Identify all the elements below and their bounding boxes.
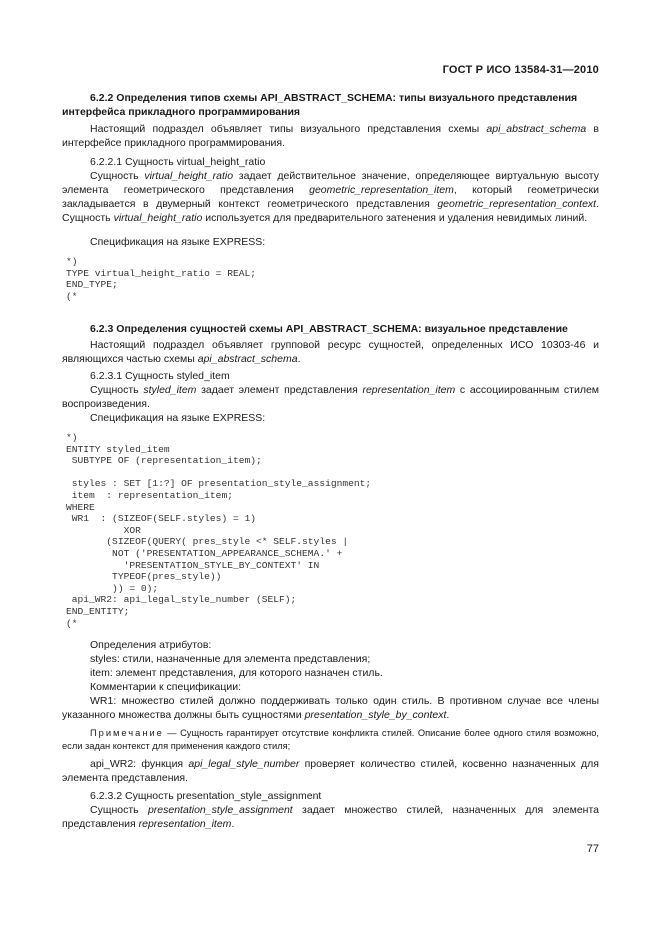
- attribute-styles: styles: стили, назначенные для элемента представления;: [90, 653, 371, 665]
- express-spec-label: Спецификация на языке EXPRESS:: [90, 236, 266, 248]
- attributes-title: Определения атрибутов:: [90, 639, 212, 651]
- express-code-block: *) TYPE virtual_height_ratio = REAL; END_TYPE; (*: [66, 256, 256, 302]
- subsection-title-6-2-3-2: 6.2.3.2 Сущность presentation_style_assignment: [90, 790, 322, 802]
- section-title-6-2-3: 6.2.3 Определения сущностей схемы API_ABSTRACT_SCHEMA: визуальное представление: [90, 323, 568, 335]
- subsection-title-6-2-2-1: 6.2.2.1 Сущность virtual_height_ratio: [90, 156, 266, 168]
- paragraph-styled-item: Сущность styled_item задает элемент представления representation_item с ассоциированным стилем воспроизведения.: [62, 384, 599, 410]
- page-number: 77: [586, 843, 599, 855]
- standard-header: ГОСТ Р ИСО 13584-31—2010: [442, 64, 599, 76]
- comment-wr1: WR1: множество стилей должно поддерживать только один стиль. В противном случае все члены указанного множества должны быть сущностями presentation_style_by_context.: [62, 695, 599, 721]
- express-spec-label: Спецификация на языке EXPRESS:: [90, 412, 266, 424]
- comments-title: Комментарии к спецификации:: [90, 681, 242, 693]
- section-title-6-2-2: 6.2.2 Определения типов схемы API_ABSTRACT_SCHEMA: типы визуального представления интерфейса прикладного программирования: [62, 92, 578, 118]
- subsection-title-6-2-3-1: 6.2.3.1 Сущность styled_item: [90, 370, 230, 382]
- section-intro-6-2-2: Настоящий подраздел объявляет типы визуального представления схемы api_abstract_schema в интерфейсе прикладного программирования.: [62, 123, 599, 149]
- note: Примечание — Сущность гарантирует отсутствие конфликта стилей. Описание более одного стиля возможно, если задан контекст для применения каждого стиля;: [62, 728, 599, 751]
- section-intro-6-2-3: Настоящий подраздел объявляет групповой ресурс сущностей, определенных ИСО 10303-46 и являющихся частью схемы api_abstract_schema.: [62, 339, 599, 365]
- paragraph-presentation-style-assignment: Сущность presentation_style_assignment задает множество стилей, назначенных для элемента представления representation_item.: [62, 804, 599, 830]
- comment-api-wr2: api_WR2: функция api_legal_style_number проверяет количество стилей, косвенно назначенных для элемента представления.: [62, 758, 599, 784]
- attribute-item: item: элемент представления, для которого назначен стиль.: [90, 667, 383, 679]
- paragraph-virtual-height-ratio: Сущность virtual_height_ratio задает действительное значение, определяющее виртуальную высоту элемента геометрического представления geometric_representation_item, который геометрически закладывается в двумерный контекст геометрического представления geometric_representation_context. Сущность virtual_height_ratio используется для предварительного затенения и удаления невидимых линий.: [62, 170, 599, 224]
- express-code-block: *) ENTITY styled_item SUBTYPE OF (representation_item); styles : SET [1:?] OF presentation_style_assignment; item : representation_item; WHERE WR1 : (SIZEOF(SELF.styles) = 1) XOR (SIZEOF(QUERY( pres_style <* SELF.styles | NOT ('PRESENTATION_APPEARANCE_SCHEMA.' + 'PRESENTATION_STYLE_BY_CONTEXT' IN TYPEOF(pres_style)) )) = 0); api_WR2: api_legal_style_number (SELF); END_ENTITY; (*: [66, 432, 372, 629]
